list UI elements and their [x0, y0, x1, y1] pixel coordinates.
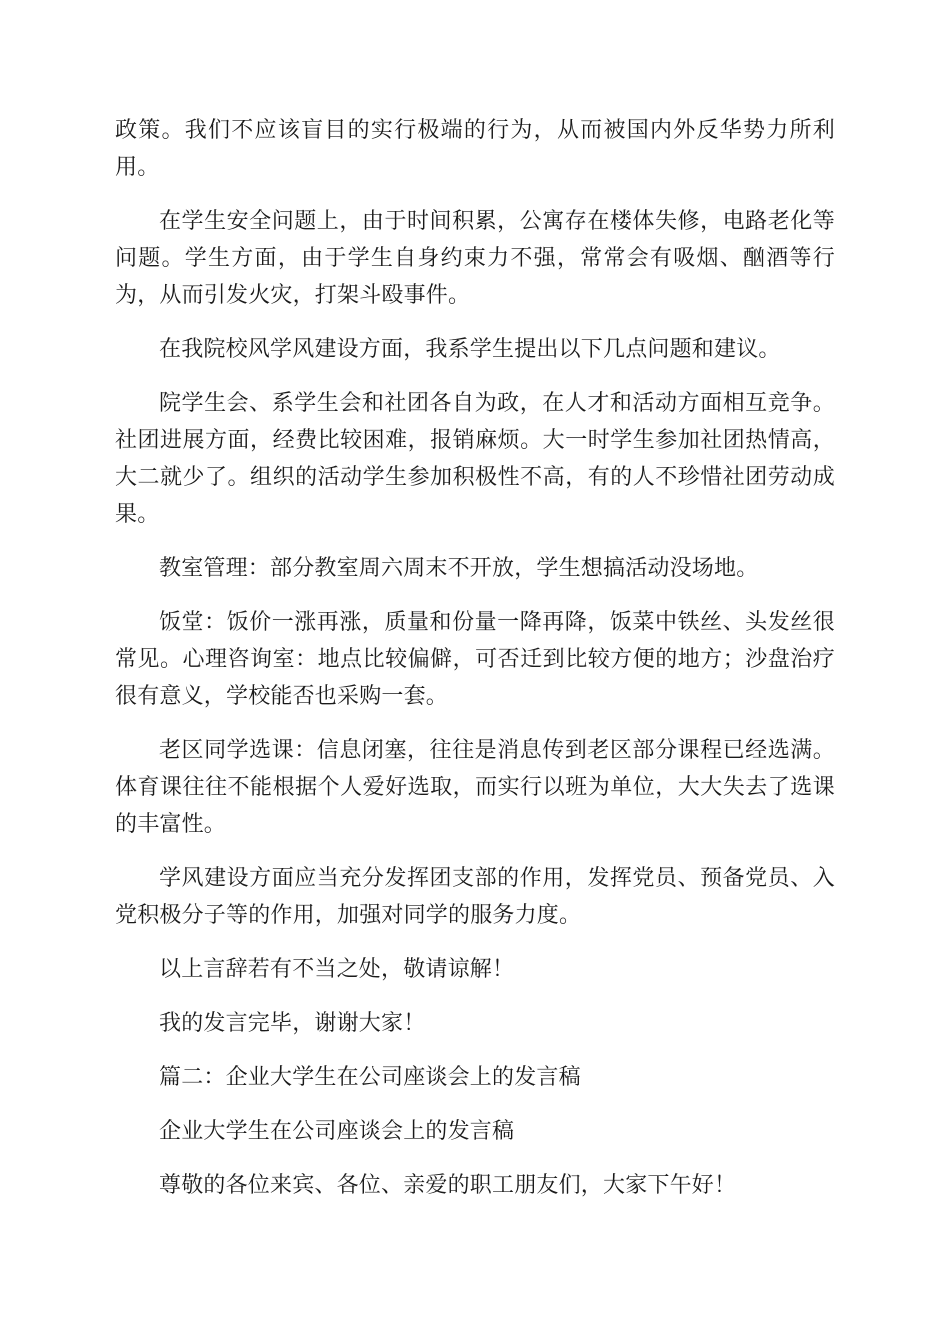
paragraph-closing: 我的发言完毕，谢谢大家！ [159, 1011, 426, 1036]
paragraph-classroom-management: 教室管理：部分教室周六周末不开放，学生想搞活动没场地。 [159, 556, 759, 581]
paragraph-league-branch: 学风建设方面应当充分发挥团支部的作用，发挥党员、预备党员、入党积极分子等的作用，加强对同学的服务力度。 [115, 866, 835, 928]
paragraph-greeting: 尊敬的各位来宾、各位、亲爱的职工朋友们，大家下午好！ [159, 1173, 737, 1198]
paragraph-student-union: 院学生会、系学生会和社团各自为政，在人才和活动方面相互竞争。社团进展方面，经费比较困难，报销麻烦。大一时学生参加社团热情高，大二就少了。组织的活动学生参加积极性不高，有的人不珍惜社团劳动成果。 [115, 391, 835, 527]
paragraph-apology: 以上言辞若有不当之处，敬请谅解！ [159, 957, 515, 982]
paragraph-study-style-intro: 在我院校风学风建设方面，我系学生提出以下几点问题和建议。 [159, 337, 781, 362]
document-body [115, 112, 835, 1204]
paragraph-canteen: 饭堂：饭价一涨再涨，质量和份量一降再降，饭菜中铁丝、头发丝很常见。心理咨询室：地点比较偏僻，可否迁到比较方便的地方；沙盘治疗很有意义，学校能否也采购一套。 [115, 610, 835, 709]
speech-title: 企业大学生在公司座谈会上的发言稿 [159, 1119, 515, 1144]
section-heading-part-two: 篇二：企业大学生在公司座谈会上的发言稿 [159, 1065, 581, 1090]
paragraph-course-selection: 老区同学选课：信息闭塞，往往是消息传到老区部分课程已经选满。体育课往往不能根据个人爱好选取，而实行以班为单位，大大失去了选课的丰富性。 [115, 738, 835, 837]
paragraph-policy-continuation: 政策。我们不应该盲目的实行极端的行为，从而被国内外反华势力所利用。 [115, 118, 835, 180]
paragraph-student-safety: 在学生安全问题上，由于时间积累，公寓存在楼体失修，电路老化等问题。学生方面，由于学生自身约束力不强，常常会有吸烟、酗酒等行为，从而引发火灾，打架斗殴事件。 [115, 209, 835, 308]
